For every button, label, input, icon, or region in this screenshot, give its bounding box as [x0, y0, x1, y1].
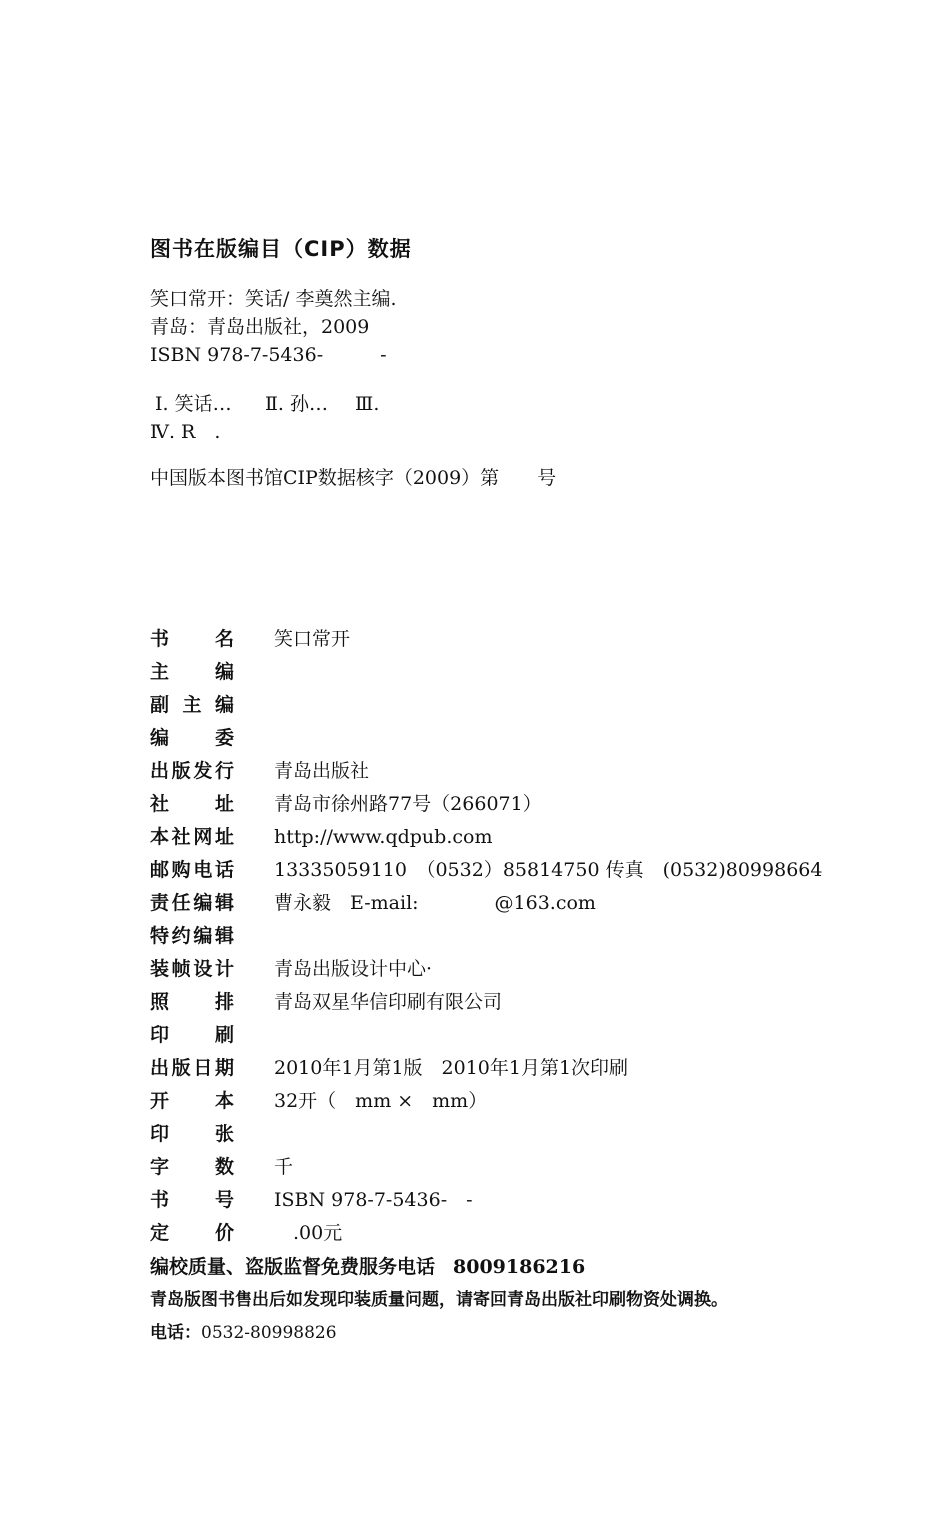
colophon-value: http://www.qdpub.com	[274, 826, 493, 848]
colophon-row-deputy-editor	[150, 693, 850, 717]
cip-subject-3: Ⅲ.	[355, 393, 380, 415]
colophon-value: 青岛市徐州路77号（266071）	[274, 793, 542, 815]
phone-label: 电话：	[150, 1323, 201, 1343]
colophon-label: 书名	[150, 628, 234, 650]
colophon-row-title	[150, 627, 850, 651]
colophon-value: .00元	[274, 1222, 343, 1244]
colophon-row-typesetting	[150, 990, 850, 1014]
colophon-row-phone	[150, 858, 850, 882]
colophon-row-printing	[150, 1023, 850, 1047]
cip-subject-1: Ⅰ. 笑话…	[155, 393, 232, 415]
colophon-label: 本社网址	[150, 826, 234, 848]
cip-publisher-line: 青岛：青岛出版社，2009	[150, 316, 370, 338]
colophon-value: 曹永毅 E-mail: @163.com	[274, 892, 596, 914]
colophon-row-price	[150, 1221, 850, 1245]
colophon-row-special-editor	[150, 924, 850, 948]
colophon-row-word-count	[150, 1155, 850, 1179]
colophon-value: 青岛双星华信印刷有限公司	[274, 991, 503, 1013]
colophon-row-sheets	[150, 1122, 850, 1146]
return-notice: 青岛版图书售出后如发现印装质量问题，请寄回青岛出版社印刷物资处调换。	[150, 1290, 728, 1310]
colophon-label: 开本	[150, 1090, 234, 1112]
quality-hotline	[150, 1252, 585, 1279]
colophon-label: 邮购电话	[150, 859, 234, 881]
colophon-label: 印刷	[150, 1024, 234, 1046]
colophon-value: 千	[274, 1156, 294, 1178]
colophon-row-publish-date	[150, 1056, 850, 1080]
colophon-row-book-number	[150, 1188, 850, 1212]
colophon-label: 出版发行	[150, 760, 234, 782]
colophon-value: 2010年1月第1版 2010年1月第1次印刷	[274, 1057, 629, 1079]
contact-phone	[150, 1318, 337, 1343]
colophon-label: 责任编辑	[150, 892, 234, 914]
colophon-row-website	[150, 825, 850, 849]
colophon-row-format	[150, 1089, 850, 1113]
cip-subject-2: Ⅱ. 孙…	[265, 393, 328, 415]
colophon-label: 主编	[150, 661, 234, 683]
colophon-value: 青岛出版社	[274, 760, 370, 782]
cip-classification: Ⅳ. R .	[150, 421, 221, 443]
cip-record-number: 中国版本图书馆CIP数据核字（2009）第 号	[150, 467, 557, 489]
colophon-value: 13335059110 （0532）85814750 传真 (0532)80998664	[274, 859, 823, 881]
colophon-value: 笑口常开	[274, 628, 351, 650]
phone-number: 0532-80998826	[201, 1323, 337, 1343]
colophon-value: ISBN 978-7-5436- -	[274, 1189, 473, 1211]
hotline-label: 编校质量、盗版监督免费服务电话	[150, 1256, 436, 1278]
cip-isbn-line: ISBN 978-7-5436- -	[150, 344, 387, 366]
colophon-label: 编委	[150, 727, 234, 749]
colophon-row-committee	[150, 726, 850, 750]
colophon-label: 出版日期	[150, 1057, 234, 1079]
colophon-label: 定价	[150, 1222, 234, 1244]
colophon-label: 字数	[150, 1156, 234, 1178]
colophon-row-design	[150, 957, 850, 981]
colophon-label: 装帧设计	[150, 958, 234, 980]
colophon-row-responsible-editor	[150, 891, 850, 915]
cip-title-line: 笑口常开：笑话/ 李奠然主编.	[150, 288, 397, 310]
colophon-row-address	[150, 792, 850, 816]
colophon-label: 书号	[150, 1189, 234, 1211]
colophon-value: 32开（ mm × mm）	[274, 1090, 488, 1112]
colophon-label: 副主编	[150, 694, 234, 716]
hotline-number: 8009186216	[453, 1256, 586, 1278]
colophon-label: 特约编辑	[150, 925, 234, 947]
colophon-label: 照排	[150, 991, 234, 1013]
colophon-row-publisher	[150, 759, 850, 783]
colophon-row-editor	[150, 660, 850, 684]
cip-heading: 图书在版编目（CIP）数据	[150, 237, 412, 261]
colophon-value: 青岛出版设计中心·	[274, 958, 433, 980]
colophon-label: 印张	[150, 1123, 234, 1145]
colophon-label: 社址	[150, 793, 234, 815]
